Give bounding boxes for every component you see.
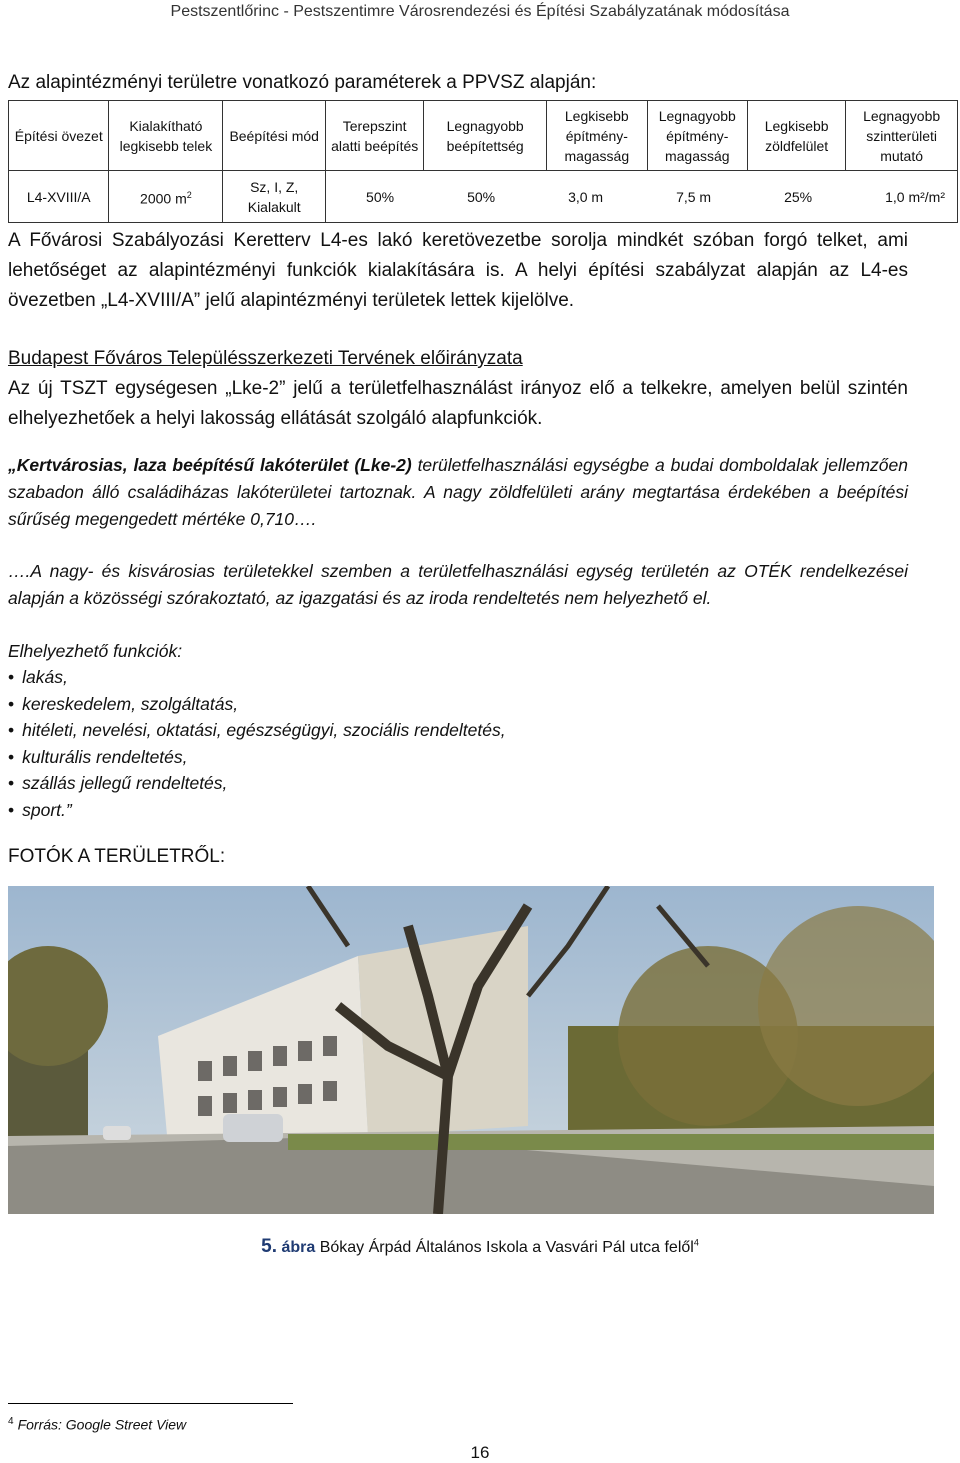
list-item: • lakás, bbox=[8, 664, 506, 691]
table-header-row bbox=[9, 101, 958, 171]
footnote-text: Forrás: Google Street View bbox=[17, 1416, 187, 1433]
figure-ref: 4 bbox=[693, 1237, 699, 1248]
footnote bbox=[8, 1416, 186, 1433]
quote-lke2-rest: területfelhasználási egységbe a budai domboldalak jellemzően szabadon álló családiházas lakóterületei tartoznak. A nagy zöldfelületi arány megtartása érdekében a beépítési sűrűség megengedett mértéke 0,710…. bbox=[8, 455, 908, 529]
table-header-cell: Legkisebb zöldfelület bbox=[748, 101, 846, 171]
figure-caption bbox=[0, 1236, 960, 1258]
figure-number: 5. bbox=[261, 1236, 277, 1257]
value-cell: 50% bbox=[467, 188, 496, 205]
section-title: Budapest Főváros Településszerkezeti Tervének előirányzata bbox=[8, 348, 523, 369]
street-photo bbox=[8, 886, 934, 1214]
figure-label: ábra bbox=[281, 1239, 316, 1256]
table-header-cell: Terepszint alatti beépítés bbox=[326, 101, 424, 171]
mode-cell: Sz, I, Z, Kialakult bbox=[223, 171, 326, 223]
paragraph-framework: A Fővárosi Szabályozási Keretterv L4-es lakó keretövezetbe sorolja mindkét szóban forgó telket, ami lehetőséget az alapintézményi funkciók kialakítására is. A helyi építési szabályzat alapján az L4-es övezetben „L4-XVIII/A” jelű alapintézményi területek lettek kijelölve. bbox=[8, 230, 908, 311]
value-cell: 25% bbox=[784, 188, 813, 205]
list-item: • kereskedelem, szolgáltatás, bbox=[8, 691, 506, 718]
zone-cell: L4-XVIII/A bbox=[9, 171, 109, 223]
table-header-cell: Építési övezet bbox=[9, 101, 109, 171]
table-header-cell: Kialakítható legkisebb telek bbox=[109, 101, 223, 171]
photos-title: FOTÓK A TERÜLETRŐL: bbox=[8, 846, 226, 867]
page-number: 16 bbox=[470, 1443, 490, 1462]
value-cell: 50% bbox=[366, 188, 395, 205]
table-header-cell: Legnagyobb szintterületi mutató bbox=[846, 101, 958, 171]
value-cell: 7,5 m bbox=[676, 188, 712, 205]
footnote-number: 4 bbox=[8, 1416, 14, 1427]
quote-lke2-bold: „Kertvárosias, laza beépítésű lakóterület (Lke-2) bbox=[8, 455, 412, 475]
value-cell: 1,0 m²/m² bbox=[885, 188, 945, 205]
paragraph-tszt: Az új TSZT egységesen „Lke-2” jelű a területfelhasználást irányoz elő a telkekre, amelyen belül szintén elhelyezhetőek a helyi lakosság ellátását szolgáló alapfunkciók. bbox=[8, 378, 908, 429]
table-value-row bbox=[9, 171, 958, 223]
value-cell: 3,0 m bbox=[568, 188, 604, 205]
min-lot-value: 2000 m bbox=[140, 190, 187, 207]
values-merged-cell bbox=[326, 171, 958, 223]
list-item: • hitéleti, nevelési, oktatási, egészségügyi, szociális rendeltetés, bbox=[8, 717, 506, 744]
table-caption: Az alapintézményi területre vonatkozó paraméterek a PPVSZ alapján: bbox=[8, 72, 597, 93]
table-header-cell: Legnagyobb építmény-magasság bbox=[647, 101, 747, 171]
parameters-table bbox=[8, 100, 958, 223]
page-header: Pestszentlőrinc - Pestszentimre Városrendezési és Építési Szabályzatának módosítása bbox=[170, 3, 790, 20]
list-item: • szállás jellegű rendeltetés, bbox=[8, 770, 506, 797]
functions-title: Elhelyezhető funkciók: bbox=[8, 641, 183, 661]
list-item: • kulturális rendeltetés, bbox=[8, 744, 506, 771]
street-photo-image bbox=[8, 886, 934, 1214]
min-lot-cell bbox=[109, 171, 223, 223]
table-header-cell: Beépítési mód bbox=[223, 101, 326, 171]
min-lot-sup: 2 bbox=[186, 189, 192, 200]
quote-otek: ….A nagy- és kisvárosias területekkel szemben a területfelhasználási egység területén az OTÉK rendelkezései alapján a közösségi szórakoztató, az igazgatási és az iroda rendeltetés nem helyezhető el. bbox=[8, 561, 908, 608]
functions-list bbox=[8, 664, 506, 823]
table-header-cell: Legkisebb építmény-magasság bbox=[547, 101, 647, 171]
table-header-cell: Legnagyobb beépítettség bbox=[424, 101, 547, 171]
footnote-rule bbox=[8, 1403, 293, 1404]
figure-text: Bókay Árpád Általános Iskola a Vasvári Pál utca felől bbox=[319, 1239, 694, 1256]
list-item: • sport.” bbox=[8, 797, 506, 824]
quote-lke2 bbox=[8, 452, 908, 533]
